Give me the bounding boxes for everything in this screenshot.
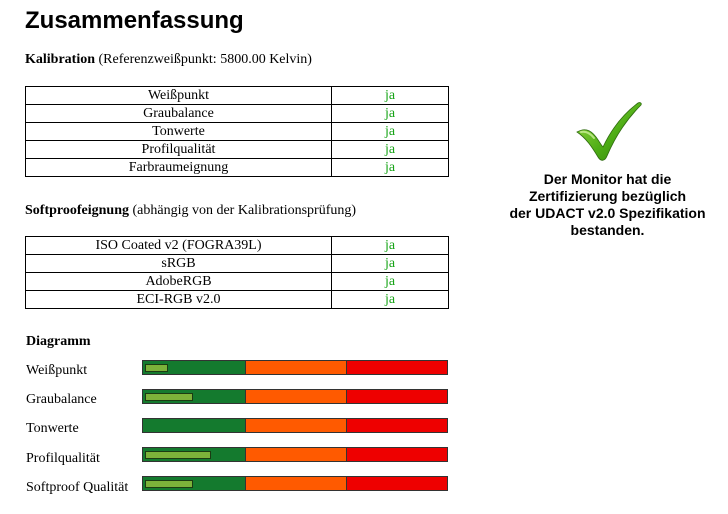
diagram-heading bbox=[26, 333, 91, 351]
row-value: ja bbox=[332, 237, 449, 255]
row-name: AdobeRGB bbox=[26, 273, 332, 291]
softproof-note: (abhängig von der Kalibrationsprüfung) bbox=[132, 203, 357, 218]
zone-bad bbox=[347, 448, 447, 461]
row-name: Graubalance bbox=[26, 105, 332, 123]
row-value: ja bbox=[332, 141, 449, 159]
softproof-title: Softproofeignung bbox=[25, 203, 129, 218]
certification-line: bestanden. bbox=[570, 222, 645, 238]
row-value: ja bbox=[332, 123, 449, 141]
calibration-heading bbox=[25, 51, 312, 69]
calibration-title: Kalibration bbox=[25, 52, 96, 67]
diagram-label: Profilqualität bbox=[26, 451, 100, 466]
softproof-heading bbox=[25, 202, 356, 220]
certification-line: Der Monitor hat die bbox=[543, 171, 672, 187]
row-value: ja bbox=[332, 159, 449, 177]
zone-bad bbox=[347, 390, 447, 403]
row-name: Profilqualität bbox=[26, 141, 332, 159]
zone-bad bbox=[347, 477, 447, 490]
certification-message bbox=[500, 171, 715, 239]
level-indicator bbox=[145, 451, 211, 459]
table-row bbox=[26, 237, 449, 255]
diagram-bar bbox=[142, 418, 448, 433]
table-row bbox=[26, 105, 449, 123]
table-row bbox=[26, 255, 449, 273]
zone-good bbox=[143, 419, 246, 432]
diagram-bar bbox=[142, 389, 448, 404]
row-value: ja bbox=[332, 255, 449, 273]
level-indicator bbox=[145, 480, 193, 488]
checkmark-icon bbox=[575, 100, 643, 162]
table-row bbox=[26, 159, 449, 177]
zone-medium bbox=[246, 448, 346, 461]
row-name: Tonwerte bbox=[26, 123, 332, 141]
row-name: sRGB bbox=[26, 255, 332, 273]
row-value: ja bbox=[332, 105, 449, 123]
diagram-bar bbox=[142, 360, 448, 375]
table-row bbox=[26, 291, 449, 309]
diagram-bar bbox=[142, 447, 448, 462]
zone-medium bbox=[246, 419, 346, 432]
row-name: Weißpunkt bbox=[26, 87, 332, 105]
diagram-title: Diagramm bbox=[26, 334, 91, 349]
level-indicator bbox=[145, 393, 193, 401]
row-name: ISO Coated v2 (FOGRA39L) bbox=[26, 237, 332, 255]
zone-bad bbox=[347, 419, 447, 432]
row-value: ja bbox=[332, 291, 449, 309]
zone-medium bbox=[246, 361, 346, 374]
diagram-label: Graubalance bbox=[26, 392, 97, 407]
diagram-label: Weißpunkt bbox=[26, 363, 88, 378]
zone-bad bbox=[347, 361, 447, 374]
certification-line: der UDACT v2.0 Spezifikation bbox=[509, 205, 706, 221]
calibration-note: (Referenzweißpunkt: 5800.00 Kelvin) bbox=[98, 52, 312, 67]
table-row bbox=[26, 273, 449, 291]
diagram-label: Softproof Qualität bbox=[26, 480, 129, 495]
zone-medium bbox=[246, 477, 346, 490]
row-name: ECI-RGB v2.0 bbox=[26, 291, 332, 309]
zone-medium bbox=[246, 390, 346, 403]
certification-line: Zertifizierung bezüglich bbox=[528, 188, 687, 204]
table-row bbox=[26, 123, 449, 141]
row-value: ja bbox=[332, 273, 449, 291]
diagram-bar bbox=[142, 476, 448, 491]
level-indicator bbox=[145, 364, 168, 372]
page-title: Zusammenfassung bbox=[25, 7, 244, 34]
row-name: Farbraumeignung bbox=[26, 159, 332, 177]
calibration-table bbox=[25, 86, 449, 177]
diagram-label: Tonwerte bbox=[26, 421, 79, 436]
softproof-table bbox=[25, 236, 449, 309]
table-row bbox=[26, 87, 449, 105]
row-value: ja bbox=[332, 87, 449, 105]
table-row bbox=[26, 141, 449, 159]
